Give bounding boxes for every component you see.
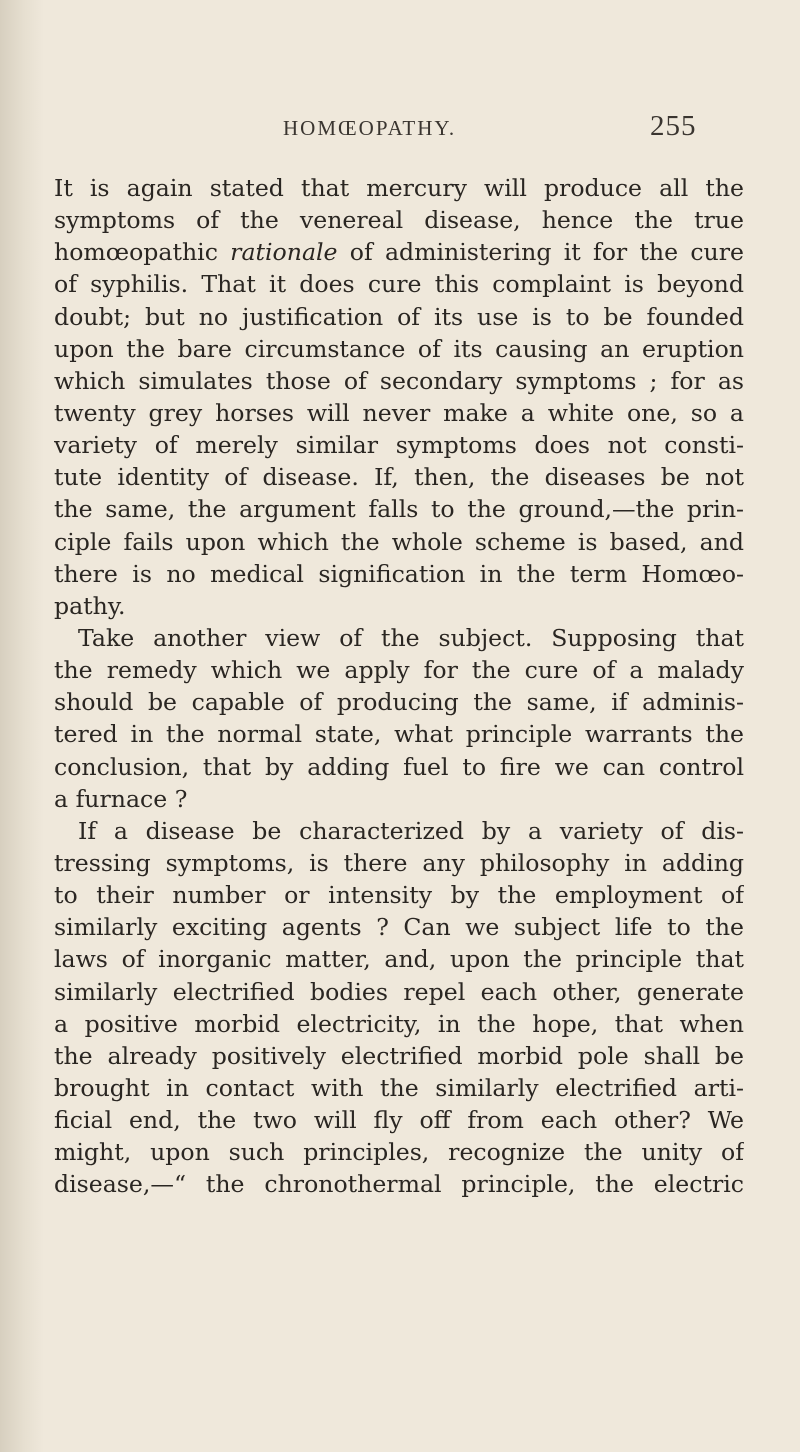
italic-term: rationale xyxy=(230,238,338,267)
text-line: tered in the normal state, what principle warrants the xyxy=(54,720,744,749)
text-line: might, upon such principles, recognize the unity of xyxy=(54,1138,744,1167)
text-line: of syphilis. That it does cure this complaint is beyond xyxy=(54,270,744,299)
text-line: ciple fails upon which the whole scheme is based, and xyxy=(54,527,744,556)
text-line: twenty grey horses will never make a white one, so a xyxy=(54,398,744,427)
page-number: 255 xyxy=(650,110,697,142)
text-line: upon the bare circumstance of its causing an eruption xyxy=(54,334,744,363)
text-line: similarly electrified bodies repel each other, generate xyxy=(54,977,744,1006)
text-line: laws of inorganic matter, and, upon the principle that xyxy=(54,945,744,974)
paragraph-start-line: If a disease be characterized by a variety of dis- xyxy=(78,816,744,845)
text-line: ficial end, the two will fly off from each other? We xyxy=(54,1106,744,1135)
page-edge-shadow xyxy=(0,0,44,1452)
text-line: the remedy which we apply for the cure of a malady xyxy=(54,656,744,685)
text-line: the same, the argument falls to the ground,—the prin- xyxy=(54,495,744,524)
text-line: pathy. xyxy=(54,591,126,620)
text-line: the already positively electrified morbid pole shall be xyxy=(54,1041,744,1070)
text-line: to their number or intensity by the employment of xyxy=(54,881,744,910)
text-line: It is again stated that mercury will produce all the xyxy=(54,174,744,202)
text-line: variety of merely similar symptoms does not consti- xyxy=(54,431,744,460)
text-line: disease,—“ the chronothermal principle, the electric xyxy=(54,1170,744,1199)
text-line: there is no medical signification in the term Homœo- xyxy=(54,559,744,588)
text-line: similarly exciting agents ? Can we subject life to the xyxy=(54,913,744,942)
text-line: a furnace ? xyxy=(54,784,188,813)
text-line: which simulates those of secondary symptoms ; for as xyxy=(54,366,744,395)
text-span: homœopathic xyxy=(54,238,218,267)
paragraph-start-line: Take another view of the subject. Supposing that xyxy=(78,623,744,652)
text-line xyxy=(54,236,744,268)
running-header xyxy=(0,110,800,156)
text-line: conclusion, that by adding fuel to fire we can control xyxy=(54,752,744,781)
text-line: doubt; but no justification of its use is to be founded xyxy=(54,302,744,331)
text-line: a positive morbid electricity, in the hope, that when xyxy=(54,1009,744,1038)
body-text xyxy=(54,172,744,1201)
text-line: brought in contact with the similarly electrified arti- xyxy=(54,1073,744,1102)
text-line: symptoms of the venereal disease, hence the true xyxy=(54,206,744,235)
text-line: tute identity of disease. If, then, the diseases be not xyxy=(54,463,744,492)
running-title: HOMŒOPATHY. xyxy=(283,116,457,140)
text-span: of administering it for the cure xyxy=(349,238,744,267)
text-line: tressing symptoms, is there any philosophy in adding xyxy=(54,848,744,877)
text-line: should be capable of producing the same, if adminis- xyxy=(54,688,744,717)
